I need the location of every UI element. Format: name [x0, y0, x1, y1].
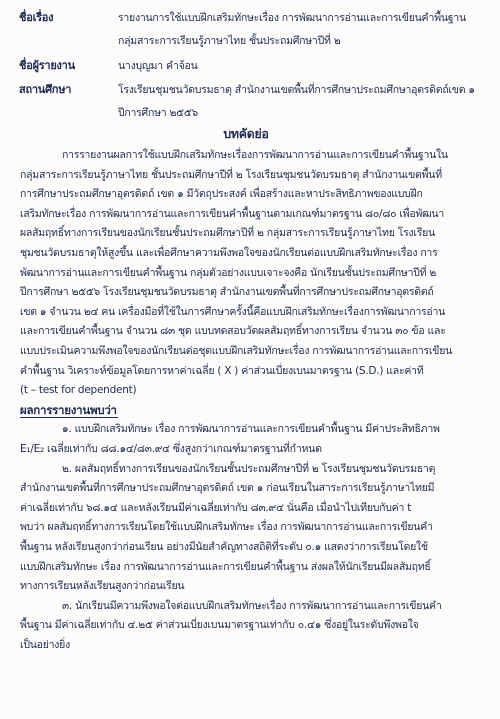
results-line: พื้นฐาน มีค่าเฉลี่ยเท่ากับ ๔.๒๕ ค่าส่วนเบี่ยงเบนมาตรฐานเท่ากับ ๐.๔๑ ซึ่งอยู่ในระดับพึงพอใจ	[20, 619, 419, 632]
abstract-line: การศึกษาประถมศึกษาอุตรดิตถ์ เขต ๑ มีวัตถุประสงค์ เพื่อสร้างและหาประสิทธิภาพของแบบฝึก	[20, 188, 423, 201]
results-heading-underline	[20, 417, 118, 418]
abstract-line: พัฒนาการอ่านและการเขียนคำพื้นฐาน กลุ่มตัวอย่างแบบเจาะจงคือ นักเรียนชั้นประถมศึกษาปีที่ ๒	[20, 266, 437, 279]
school-line-1: โรงเรียนชุมชนวัดบรมธาตุ สำนักงานเขตพื้นที่การศึกษาประถมศึกษาอุตรดิตถ์เขต ๑	[118, 84, 475, 96]
abstract-line: คำพื้นฐาน วิเคราะห์ข้อมูลโดยการหาค่าเฉลี่ย ( X ) ค่าส่วนเบี่ยงเบนมาตรฐาน (S.D.) และค่าที	[20, 364, 424, 377]
abstract-line: และการเขียนคำพื้นฐาน จำนวน ๘๓ ชุด แบบทดสอบวัดผลสัมฤทธิ์ทางการเรียน จำนวน ๓๐ ข้อ และ	[20, 325, 446, 338]
abstract-heading: บทคัดย่อ	[223, 126, 269, 141]
abstract-line: เสริมทักษะเรื่อง การพัฒนาการอ่านและการเขียนคำพื้นฐานตามเกณฑ์มาตรฐาน ๘๐/๘๐ เพื่อพัฒนา	[20, 207, 444, 220]
abstract-line: เขต ๑ จำนวน ๒๔ คน เครื่องมือที่ใช้ในการศึกษาครั้งนี้คือแบบฝึกเสริมทักษะเรื่องการพัฒนาการอ่าน	[20, 305, 446, 318]
author-label: ชื่อผู้รายงาน	[19, 59, 75, 72]
results-line: ๒. ผลสัมฤทธิ์ทางการเรียนของนักเรียนชั้นประถมศึกษาปีที่ ๒ โรงเรียนชุมชนวัดบรมธาตุ	[62, 462, 436, 475]
results-line: เป็นอย่างยิ่ง	[20, 639, 70, 651]
results-heading: ผลการรายงานพบว่า	[20, 402, 117, 417]
results-line: แบบฝึกเสริมทักษะ เรื่อง การพัฒนาการอ่านและการเขียนคำพื้นฐาน ส่งผลให้นักเรียนมีผลสัมฤทธิ์	[20, 560, 431, 573]
title-line-1: รายงานการใช้แบบฝึกเสริมทักษะเรื่อง การพัฒนาการอ่านและการเขียนคำพื้นฐาน	[118, 12, 466, 24]
title-label: ชื่อเรื่อง	[19, 11, 54, 24]
abstract-line: (t – test for dependent)	[20, 384, 137, 397]
abstract-line: กลุ่มสาระการเรียนรู้ภาษาไทย ชั้นประถมศึกษาปีที่ ๒ โรงเรียนชุมชนวัดบรมธาตุ สำนักงานเขตพื้นที่	[20, 168, 442, 181]
results-line: ๑. แบบฝึกเสริมทักษะ เรื่อง การพัฒนาการอ่านและการเขียนคำพื้นฐาน มีค่าประสิทธิภาพ	[62, 423, 440, 436]
school-label: สถานศึกษา	[19, 83, 72, 96]
results-line: พื้นฐาน หลังเรียนสูงกว่าก่อนเรียน อย่างมีนัยสำคัญทางสถิติที่ระดับ ๐.๑ แสดงว่าการเรียนโดยใช้	[20, 541, 428, 553]
results-line: ทางการเรียนหลังเรียนสูงกว่าก่อนเรียน	[20, 580, 185, 593]
title-line-2: กลุ่มสาระการเรียนรู้ภาษาไทย ชั้นประถมศึกษาปีที่ ๒	[118, 35, 341, 47]
results-line: E₁/E₂ เฉลี่ยเท่ากับ ๘๘.๑๔/๘๓.๙๔ ซึ่งสูงกว่าเกณฑ์มาตรฐานที่กำหนด	[20, 443, 322, 455]
abstract-line: การรายงานผลการใช้แบบฝึกเสริมทักษะเรื่องการพัฒนาการอ่านและการเขียนคำพื้นฐานใน	[62, 149, 448, 161]
results-line: พบว่า ผลสัมฤทธิ์ทางการเรียนโดยใช้แบบฝึกเสริมทักษะ เรื่อง การพัฒนาการอ่านและการเขียนคำ	[20, 521, 433, 534]
results-line: ค่าเฉลี่ยเท่ากับ ๖๘.๑๔ และหลังเรียนมีค่าเฉลี่ยเท่ากับ ๘๓.๙๔ นั่นคือ เมื่อนำไปเทียบกับค่า t	[20, 501, 412, 514]
abstract-line: แบบประเมินความพึงพอใจของนักเรียนต่อชุดแบบฝึกเสริมทักษะเรื่อง การพัฒนาการอ่านและการเขียน	[20, 345, 453, 357]
results-line: ๓. นักเรียนมีความพึงพอใจต่อแบบฝึกเสริมทักษะเรื่อง การพัฒนาการอ่านและการเขียนคำ	[62, 599, 442, 612]
abstract-line: ผลสัมฤทธิ์ทางการเรียนของนักเรียนชั้นประถมศึกษาปีที่ ๒ กลุ่มสาระการเรียนรู้ภาษาไทย โรงเรียน	[20, 227, 435, 240]
abstract-line: ปีการศึกษา ๒๕๕๖ โรงเรียนชุมชนวัดบรมธาตุ สำนักงานเขตพื้นที่การศึกษาประถมศึกษาอุตรดิตถ์	[20, 286, 434, 299]
abstract-line: ชุมชนวัดบรมธาตุให้สูงขึ้น และเพื่อศึกษาความพึงพอใจของนักเรียนต่อแบบฝึกเสริมทักษะเรื่อง การ	[20, 247, 438, 259]
school-line-2: ปีการศึกษา ๒๕๕๖	[118, 107, 198, 119]
results-line: สำนักงานเขตพื้นที่การศึกษาประถมศึกษาอุตรดิตถ์ เขต ๑ ก่อนเรียนในสาระการเรียนรู้ภาษาไทยมี	[20, 482, 435, 495]
author-value: นางบุญมา คำจ้อน	[118, 60, 198, 72]
